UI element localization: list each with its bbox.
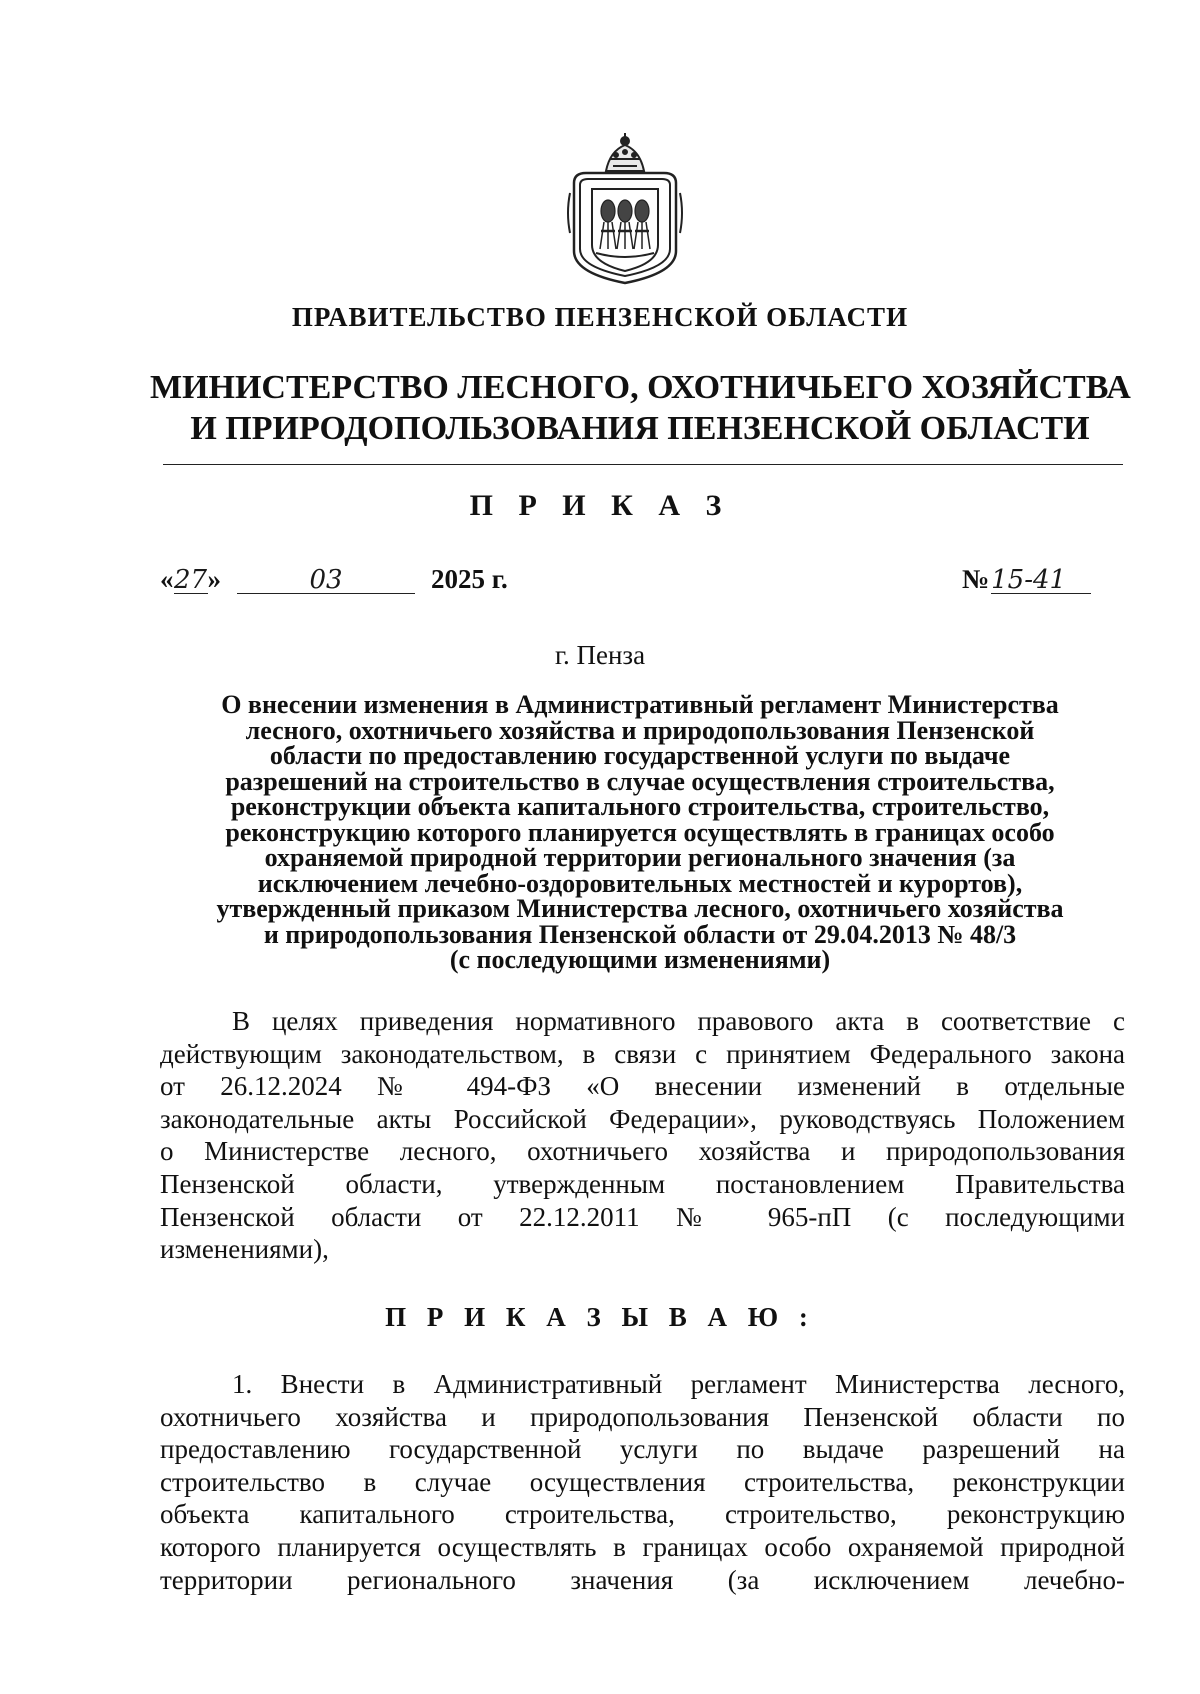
preamble-line: Пензенской области от 22.12.2011 № 965-пП (с последующими [160,1201,1125,1232]
penza-coat-of-arms-icon [566,133,684,285]
preamble-line: изменениями), [160,1234,329,1265]
item-1-line: охотничьего хозяйства и природопользования Пензенской области по [160,1401,1125,1432]
date-month: 03 [237,567,415,594]
preamble-line: законодательные акты Российской Федерации», руководствуясь Положением [160,1103,1125,1134]
item-1-line: строительство в случае осуществления строительства, реконструкции [160,1466,1125,1497]
title-line: реконструкцию которого планируется осуществлять в границах особо [225,817,1055,847]
title-line: исключением лечебно-оздоровительных местностей и курортов), [257,868,1023,898]
number-label: № [962,564,990,594]
title-line: лесного, охотничьего хозяйства и природопользования Пензенской [245,715,1035,745]
date-open-quote: « [160,564,174,594]
document-number [962,564,1091,595]
document-type: П Р И К А З [469,489,731,522]
preamble-paragraph [160,1005,1125,1266]
ministry-name [150,367,1130,449]
title-line: охраняемой природной территории регионального значения (за [264,843,1016,872]
title-line: утвержденный приказом Министерства лесного, охотничьего хозяйства [216,894,1064,923]
preamble-line: действующим законодательством, в связи с принятием Федерального закона [160,1038,1125,1069]
title-line: (с последующими изменениями) [449,945,831,974]
preamble-line: В целях приведения нормативного правового акта в соответствие с [232,1006,1125,1036]
document-city: г. Пенза [554,640,646,670]
item-1-line: 1. Внести в Административный регламент Министерства лесного, [232,1369,1125,1399]
preamble-line: Пензенской области, утвержденным постановлением Правительства [160,1168,1125,1199]
preamble-line: от 26.12.2024 № 494-ФЗ «О внесении изменений в отдельные [160,1071,1125,1102]
title-line: и природопользования Пензенской области от 29.04.2013 № 48/3 [263,919,1017,949]
government-name: ПРАВИТЕЛЬСТВО ПЕНЗЕНСКОЙ ОБЛАСТИ [291,302,909,332]
title-line: О внесении изменения в Административный регламент Министерства [221,690,1059,719]
title-line: реконструкции объекта капитального строительства, строительство, [230,792,1050,821]
item-1-line: территории регионального значения (за исключением лечебно- [160,1564,1125,1595]
item-1-line: объекта капитального строительства, строительство, реконструкцию [160,1499,1125,1530]
date-year: 2025 г. [431,564,508,594]
title-line: области по предоставлению государственной услуги по выдаче [269,741,1011,770]
item-1-line: предоставлению государственной услуги по выдаче разрешений на [160,1434,1125,1465]
preamble-line: о Министерстве лесного, охотничьего хозяйства и природопользования [160,1136,1125,1167]
date-day: 27 [173,565,208,595]
date-close-quote: » [207,564,221,594]
document-date [160,564,508,595]
item-1-line: которого планируется осуществлять в границах особо охраняемой природной [160,1531,1125,1562]
header-divider [163,464,1123,465]
ministry-name-line: И ПРИРОДОПОЛЬЗОВАНИЯ ПЕНЗЕНСКОЙ ОБЛАСТИ [190,410,1090,447]
number-value: 15-41 [991,567,1091,594]
document-title [150,692,1130,973]
item-1-paragraph [160,1368,1125,1596]
order-word: П Р И К А З Ы В А Ю : [385,1302,815,1332]
ministry-name-line: МИНИСТЕРСТВО ЛЕСНОГО, ОХОТНИЧЬЕГО ХОЗЯЙСТВА [150,369,1131,406]
title-line: разрешений на строительство в случае осуществления строительства, [225,766,1055,796]
